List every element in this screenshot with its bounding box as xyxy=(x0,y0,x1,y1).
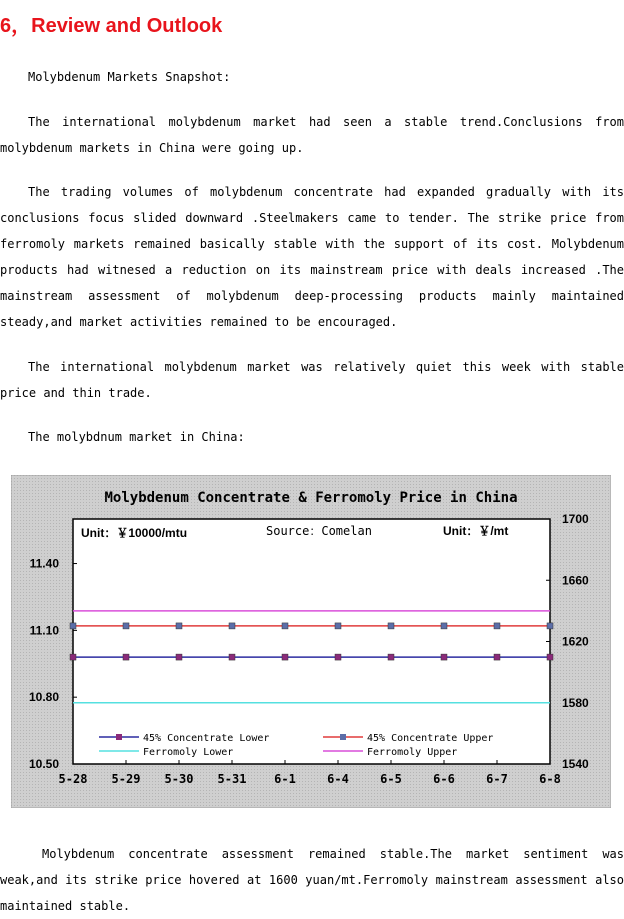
right-tick-label: 1580 xyxy=(562,695,589,710)
x-tick-label: 5-29 xyxy=(111,772,141,786)
data-point xyxy=(547,654,553,660)
legend-label: 45% Concentrate Upper xyxy=(367,733,494,744)
data-point xyxy=(70,654,76,660)
x-tick-label: 5-30 xyxy=(164,772,194,786)
right-tick-label: 1540 xyxy=(562,757,589,771)
right-tick-label: 1700 xyxy=(562,512,589,526)
data-point xyxy=(441,623,447,629)
data-point xyxy=(176,623,182,629)
chart-title: Molybdenum Concentrate & Ferromoly Price in China xyxy=(104,490,518,506)
data-point xyxy=(388,623,394,629)
price-chart xyxy=(11,475,611,808)
left-tick-label: 10.80 xyxy=(28,690,59,705)
legend-label: 45% Concentrate Lower xyxy=(143,733,270,744)
data-point xyxy=(547,623,553,629)
unit-right-label: Unit：￥/mt xyxy=(443,524,509,538)
data-point xyxy=(494,623,500,629)
data-point xyxy=(494,654,500,660)
legend-marker xyxy=(340,734,346,740)
x-tick-label: 6-7 xyxy=(486,772,508,786)
legend-label: Ferromoly Lower xyxy=(143,747,234,758)
paragraph-3 xyxy=(0,354,624,406)
left-tick-label: 11.40 xyxy=(29,556,59,571)
closing-paragraph-text: Molybdenum concentrate assessment remained stable.The market sentiment was weak,and its strike price hovered at 1600 yuan/mt.Ferromoly mainstream assessment also maintained stable. xyxy=(0,847,624,913)
unit-left-label: Unit：￥10000/mtu xyxy=(81,526,188,540)
paragraph-2 xyxy=(0,179,624,335)
china-market-title: The molybdnum market in China: xyxy=(28,430,245,444)
paragraph-3-text: The international molybdenum market was relatively quiet this week with stable price and thin trade. xyxy=(0,360,624,400)
x-tick-label: 6-6 xyxy=(433,772,455,786)
x-tick-label: 5-28 xyxy=(58,772,88,786)
data-point xyxy=(335,654,341,660)
data-point xyxy=(176,654,182,660)
x-tick-label: 6-8 xyxy=(539,772,561,786)
paragraph-1-text: The international molybdenum market had seen a stable trend.Conclusions from molybdenum markets in China were going up. xyxy=(0,115,624,155)
data-point xyxy=(441,654,447,660)
left-tick-label: 11.10 xyxy=(29,623,59,638)
plot-area xyxy=(73,519,550,764)
data-point xyxy=(123,623,129,629)
section-heading: 6，Review and Outlook xyxy=(0,15,223,37)
data-point xyxy=(388,654,394,660)
left-tick-label: 10.50 xyxy=(28,757,59,771)
x-tick-label: 6-5 xyxy=(380,772,402,786)
data-point xyxy=(123,654,129,660)
snapshot-title: Molybdenum Markets Snapshot: xyxy=(28,70,231,84)
right-tick-label: 1660 xyxy=(562,573,589,588)
data-point xyxy=(335,623,341,629)
data-point xyxy=(282,623,288,629)
chart-legend xyxy=(89,728,533,758)
closing-paragraph xyxy=(0,841,624,919)
legend-label: Ferromoly Upper xyxy=(367,747,458,758)
x-tick-label: 6-1 xyxy=(274,772,296,786)
data-point xyxy=(229,623,235,629)
paragraph-2-text: The trading volumes of molybdenum concentrate had expanded gradually with its conclusions focus slided downward .Steelmakers came to tender. The strike price from ferromoly markets remained basically stable with the support of its cost. Molybdenum products had witnesed a reduction on its mainstream price with deals increased .The mainstream assessment of molybdenum deep-processing products mainly maintained steady,and market activities remained to be encouraged. xyxy=(0,185,624,329)
right-tick-label: 1620 xyxy=(562,634,589,649)
x-tick-label: 5-31 xyxy=(217,772,247,786)
paragraph-1 xyxy=(0,109,624,161)
data-point xyxy=(282,654,288,660)
x-tick-label: 6-4 xyxy=(327,772,349,786)
data-point xyxy=(70,623,76,629)
source-label: Source：Comelan xyxy=(266,524,372,538)
data-point xyxy=(229,654,235,660)
price-chart-svg xyxy=(11,475,611,808)
legend-marker xyxy=(116,734,122,740)
